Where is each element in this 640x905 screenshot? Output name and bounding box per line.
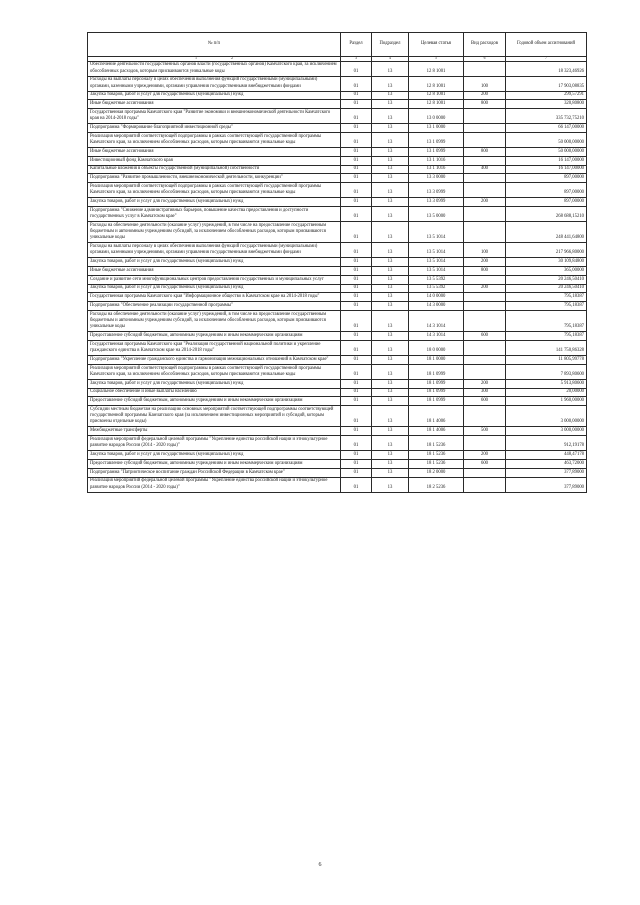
- row-amount: 20 246,50410: [506, 284, 587, 293]
- row-name: Обеспечение деятельности государственных органов власти (государственных органов) Камчатского края, за исключением обособленных расходов, которым присваиваются уникальные коды: [88, 61, 341, 76]
- row-podrazdel: 13: [372, 221, 409, 242]
- row-razdel: 01: [341, 427, 372, 436]
- row-amount: 912,19178: [506, 436, 587, 451]
- row-name: Реализация мероприятий соответствующей подпрограммы в рамках соответствующей государственной программы Камчатского края, за исключением обособленных расходов, которым присваиваются уникальные коды: [88, 132, 341, 147]
- row-amount: 11 805,99778: [506, 355, 587, 364]
- row-celevaya: 13 1 0999: [409, 132, 464, 147]
- row-razdel: 01: [341, 275, 372, 284]
- row-razdel: 01: [341, 477, 372, 492]
- header-number: 7: [506, 56, 587, 61]
- row-razdel: 01: [341, 284, 372, 293]
- row-podrazdel: 13: [372, 124, 409, 133]
- row-name: Подпрограмма "Патриотическое воспитание граждан Российской Федерации в Камчатском крае": [88, 468, 341, 477]
- row-razdel: 01: [341, 397, 372, 406]
- row-name: Иные бюджетные ассигнования: [88, 147, 341, 156]
- row-razdel: 01: [341, 436, 372, 451]
- row-razdel: 01: [341, 61, 372, 76]
- row-amount: 268 688,15210: [506, 206, 587, 221]
- row-name: Инвестиционный фонд Камчатского края: [88, 156, 341, 165]
- row-podrazdel: 13: [372, 451, 409, 460]
- row-celevaya: 13 5 1014: [409, 266, 464, 275]
- table-row: [88, 364, 587, 379]
- row-vid: [464, 206, 506, 221]
- row-razdel: 01: [341, 355, 372, 364]
- row-celevaya: 14 3 0000: [409, 302, 464, 311]
- row-vid: 200: [464, 379, 506, 388]
- row-name: Расходы на обеспечение деятельности (оказание услуг) учреждений, в том числе на предоставление государственным бюджетным и автономным учреждениям субсидий, за исключением обособленных расходов, которым присваиваются уникальные коды: [88, 310, 341, 331]
- table-row: [88, 388, 587, 397]
- row-amount: 795,18387: [506, 310, 587, 331]
- table-row: [88, 132, 587, 147]
- row-razdel: 01: [341, 340, 372, 355]
- row-name: Реализация мероприятий соответствующей подпрограммы в рамках соответствующей государственной программы Камчатского края, за исключением обособленных расходов, которым присваиваются уникальные коды: [88, 183, 341, 198]
- row-podrazdel: 13: [372, 293, 409, 302]
- row-name: Создание и развитие сети многофункциональных центров предоставления государственных и муниципальных услуг: [88, 275, 341, 284]
- row-vid: [464, 275, 506, 284]
- row-amount: 1 960,00000: [506, 397, 587, 406]
- row-celevaya: 13 5 0000: [409, 206, 464, 221]
- row-name: Предоставление субсидий бюджетным, автономным учреждениям и иным некоммерческим организациям: [88, 332, 341, 341]
- table-row: [88, 109, 587, 124]
- row-vid: [464, 132, 506, 147]
- table-row: [88, 340, 587, 355]
- row-name: Подпрограмма "Формирование благоприятной инвестиционной среды": [88, 124, 341, 133]
- row-name: Подпрограмма "Развитие промышленности, внешнеэкономической деятельности, конкуренции": [88, 174, 341, 183]
- row-podrazdel: 13: [372, 379, 409, 388]
- table-row: [88, 379, 587, 388]
- row-name: Предоставление субсидий бюджетным, автономным учреждениям и иным некоммерческим организациям: [88, 397, 341, 406]
- table-row: [88, 427, 587, 436]
- row-vid: [464, 355, 506, 364]
- row-podrazdel: 13: [372, 364, 409, 379]
- row-amount: 448,47178: [506, 451, 587, 460]
- header-celevaya: Целевая статья: [409, 33, 464, 57]
- row-amount: 897,00000: [506, 174, 587, 183]
- row-razdel: 01: [341, 206, 372, 221]
- row-razdel: 01: [341, 379, 372, 388]
- row-vid: [464, 302, 506, 311]
- row-name: Подпрограмма "Укрепление гражданского единства и гармонизация межнациональных отношений в Камчатском крае": [88, 355, 341, 364]
- row-celevaya: 13 5 5392: [409, 275, 464, 284]
- row-vid: 800: [464, 266, 506, 275]
- row-vid: [464, 293, 506, 302]
- row-podrazdel: 13: [372, 310, 409, 331]
- row-amount: 66 147,00000: [506, 124, 587, 133]
- row-vid: 600: [464, 397, 506, 406]
- row-podrazdel: 13: [372, 165, 409, 174]
- header-name: № п/п: [88, 33, 341, 57]
- row-vid: 500: [464, 427, 506, 436]
- row-vid: [464, 183, 506, 198]
- table-row: [88, 124, 587, 133]
- row-celevaya: 18 1 0999: [409, 388, 464, 397]
- row-name: Закупка товаров, работ и услуг для государственных (муниципальных) нужд: [88, 379, 341, 388]
- row-razdel: 01: [341, 198, 372, 207]
- row-amount: 377,89000: [506, 477, 587, 492]
- row-name: Иные бюджетные ассигнования: [88, 266, 341, 275]
- table-row: [88, 397, 587, 406]
- row-vid: [464, 124, 506, 133]
- header-vid: Вид расходов: [464, 33, 506, 57]
- table-row: [88, 174, 587, 183]
- table-row: [88, 258, 587, 267]
- row-celevaya: 13 5 1014: [409, 221, 464, 242]
- row-podrazdel: 13: [372, 468, 409, 477]
- table-row: [88, 275, 587, 284]
- row-name: Реализация мероприятий федеральной целевой программы "Укрепление единства российской нации и этнокультурное развитие народов России (2014 - 2020 годы)": [88, 477, 341, 492]
- row-razdel: 01: [341, 156, 372, 165]
- table-body: [88, 61, 587, 492]
- row-celevaya: 12 8 1001: [409, 100, 464, 109]
- row-name: Закупка товаров, работ и услуг для государственных (муниципальных) нужд: [88, 284, 341, 293]
- row-amount: 18 323,46926: [506, 61, 587, 76]
- row-podrazdel: 13: [372, 258, 409, 267]
- table-row: [88, 76, 587, 91]
- table-row: [88, 156, 587, 165]
- row-podrazdel: 13: [372, 109, 409, 124]
- row-razdel: 01: [341, 459, 372, 468]
- row-amount: 795,18387: [506, 293, 587, 302]
- row-vid: [464, 61, 506, 76]
- table-row: [88, 293, 587, 302]
- table-row: [88, 206, 587, 221]
- row-celevaya: 12 8 1001: [409, 76, 464, 91]
- row-celevaya: 13 1 1016: [409, 165, 464, 174]
- row-razdel: 01: [341, 91, 372, 100]
- table-row: [88, 355, 587, 364]
- row-podrazdel: 13: [372, 91, 409, 100]
- row-name: Субсидии местным бюджетам на реализацию основных мероприятий соответствующей подпрограммы соответствующей государственной программы Камчатского края (за исключением инвестиционных мероприятий и субсидий, которым присвоены отдельные коды): [88, 406, 341, 427]
- header-amount: Годовой объем ассигнований: [506, 33, 587, 57]
- page-number: 6: [318, 862, 322, 868]
- row-razdel: 01: [341, 243, 372, 258]
- row-celevaya: 13 1 1016: [409, 156, 464, 165]
- row-amount: 3 000,00000: [506, 406, 587, 427]
- row-podrazdel: 13: [372, 355, 409, 364]
- row-celevaya: 13 1 0000: [409, 124, 464, 133]
- header-number: 5: [409, 56, 464, 61]
- row-vid: [464, 477, 506, 492]
- table-row: [88, 310, 587, 331]
- row-name: Расходы на обеспечение деятельности (оказание услуг) учреждений, в том числе на предоставление государственным бюджетным и автономным учреждениям субсидий, за исключением обособленных расходов, которым присваиваются уникальные коды: [88, 221, 341, 242]
- row-vid: 200: [464, 284, 506, 293]
- row-razdel: 01: [341, 132, 372, 147]
- row-amount: 897,00000: [506, 198, 587, 207]
- table-row: [88, 266, 587, 275]
- row-vid: [464, 468, 506, 477]
- table-row: [88, 477, 587, 492]
- row-podrazdel: 13: [372, 156, 409, 165]
- row-celevaya: 14 0 0000: [409, 293, 464, 302]
- row-razdel: 01: [341, 310, 372, 331]
- row-podrazdel: 13: [372, 174, 409, 183]
- row-amount: 897,00000: [506, 183, 587, 198]
- row-vid: 600: [464, 459, 506, 468]
- row-vid: 200: [464, 91, 506, 100]
- row-podrazdel: 13: [372, 183, 409, 198]
- row-celevaya: 13 5 1014: [409, 243, 464, 258]
- row-razdel: 01: [341, 468, 372, 477]
- table-row: [88, 183, 587, 198]
- row-amount: 335 732,75210: [506, 109, 587, 124]
- table-row: [88, 221, 587, 242]
- row-celevaya: 18 1 0000: [409, 355, 464, 364]
- row-name: Расходы на выплаты персоналу в целях обеспечения выполнения функций государственными (муниципальными) органами, казенными учреждениями, органами управления государственными внебюджетными фондами: [88, 76, 341, 91]
- row-celevaya: 13 3 0999: [409, 198, 464, 207]
- row-amount: 463,72000: [506, 459, 587, 468]
- row-vid: [464, 174, 506, 183]
- table-header: [88, 33, 587, 62]
- row-razdel: 01: [341, 388, 372, 397]
- row-celevaya: 12 8 1001: [409, 61, 464, 76]
- row-amount: 377,89000: [506, 468, 587, 477]
- row-name: Предоставление субсидий бюджетным, автономным учреждениям и иным некоммерческим организациям: [88, 459, 341, 468]
- row-podrazdel: 13: [372, 76, 409, 91]
- row-name: Государственная программа Камчатского края "Информационное общество в Камчатском крае на 2014-2018 годы": [88, 293, 341, 302]
- row-vid: [464, 406, 506, 427]
- table-row: [88, 406, 587, 427]
- row-vid: [464, 364, 506, 379]
- row-name: Закупка товаров, работ и услуг для государственных (муниципальных) нужд: [88, 451, 341, 460]
- row-amount: 5 913,80600: [506, 379, 587, 388]
- row-celevaya: 14 3 1014: [409, 332, 464, 341]
- row-celevaya: 18 1 5236: [409, 451, 464, 460]
- row-vid: [464, 340, 506, 355]
- row-podrazdel: 13: [372, 61, 409, 76]
- row-celevaya: 13 3 0999: [409, 183, 464, 198]
- row-podrazdel: 13: [372, 436, 409, 451]
- row-amount: 20,00000: [506, 388, 587, 397]
- row-podrazdel: 13: [372, 302, 409, 311]
- budget-table: [87, 32, 587, 493]
- row-amount: 248 441,64800: [506, 221, 587, 242]
- row-razdel: 01: [341, 302, 372, 311]
- table-row: [88, 468, 587, 477]
- row-name: Межбюджетные трансферты: [88, 427, 341, 436]
- row-podrazdel: 13: [372, 266, 409, 275]
- row-name: Подпрограмма "Снижение административных барьеров, повышение качества предоставления и доступности государственных услуг в Камчатском крае": [88, 206, 341, 221]
- row-name: Реализация мероприятий федеральной целевой программы "Укрепление единства российской нации и этнокультурное развитие народов России (2014 - 2020 годы)": [88, 436, 341, 451]
- row-amount: 795,18387: [506, 332, 587, 341]
- row-celevaya: 13 5 1014: [409, 258, 464, 267]
- row-razdel: 01: [341, 221, 372, 242]
- row-name: Капитальные вложения в объекты государственной (муниципальной) собственности: [88, 165, 341, 174]
- row-amount: 7 893,80600: [506, 364, 587, 379]
- row-vid: 100: [464, 243, 506, 258]
- header-podrazdel: Подраздел: [372, 33, 409, 57]
- row-amount: 16 147,00000: [506, 156, 587, 165]
- row-podrazdel: 13: [372, 477, 409, 492]
- row-podrazdel: 13: [372, 198, 409, 207]
- row-podrazdel: 13: [372, 459, 409, 468]
- row-amount: 795,18387: [506, 302, 587, 311]
- row-podrazdel: 13: [372, 147, 409, 156]
- row-vid: 300: [464, 388, 506, 397]
- row-razdel: 01: [341, 109, 372, 124]
- header-number: 6: [464, 56, 506, 61]
- row-celevaya: 13 3 0000: [409, 174, 464, 183]
- row-name: Социальное обеспечение и иные выплаты населению: [88, 388, 341, 397]
- row-podrazdel: 13: [372, 406, 409, 427]
- row-podrazdel: 13: [372, 397, 409, 406]
- row-razdel: 01: [341, 76, 372, 91]
- row-celevaya: 18 1 0999: [409, 379, 464, 388]
- table-row: [88, 91, 587, 100]
- row-celevaya: 18 1 4006: [409, 406, 464, 427]
- row-amount: 20 246,50410: [506, 275, 587, 284]
- row-podrazdel: 13: [372, 284, 409, 293]
- row-celevaya: 12 8 1001: [409, 91, 464, 100]
- row-amount: 3 000,00000: [506, 427, 587, 436]
- row-amount: 17 903,08835: [506, 76, 587, 91]
- table-row: [88, 61, 587, 76]
- table-row: [88, 451, 587, 460]
- row-razdel: 01: [341, 174, 372, 183]
- table-row: [88, 243, 587, 258]
- row-name: Государственная программа Камчатского края "Реализация государственной национальной политики и укрепление гражданского единства в Камчатском крае на 2014-2018 годы": [88, 340, 341, 355]
- header-razdel: Раздел: [341, 33, 372, 57]
- row-vid: 100: [464, 76, 506, 91]
- table-row: [88, 332, 587, 341]
- row-amount: 30 109,84800: [506, 258, 587, 267]
- row-podrazdel: 13: [372, 132, 409, 147]
- row-vid: [464, 221, 506, 242]
- row-vid: 400: [464, 165, 506, 174]
- row-razdel: 01: [341, 124, 372, 133]
- row-vid: 200: [464, 451, 506, 460]
- row-podrazdel: 13: [372, 275, 409, 284]
- row-podrazdel: 13: [372, 100, 409, 109]
- row-vid: 200: [464, 198, 506, 207]
- row-razdel: 01: [341, 147, 372, 156]
- row-name: Государственная программа Камчатского края "Развитие экономики и внешнеэкономической деятельности Камчатского края на 2014-2018 годы": [88, 109, 341, 124]
- row-razdel: 01: [341, 165, 372, 174]
- row-name: Расходы на выплаты персоналу в целях обеспечения выполнения функций государственными (муниципальными) органами, казенными учреждениями, органами управления государственными внебюджетными фондами: [88, 243, 341, 258]
- table-row: [88, 284, 587, 293]
- table-row: [88, 302, 587, 311]
- row-name: Реализация мероприятий соответствующей подпрограммы в рамках соответствующей государственной программы Камчатского края, за исключением обособленных расходов, которым присваиваются уникальные коды: [88, 364, 341, 379]
- row-razdel: 01: [341, 332, 372, 341]
- row-podrazdel: 13: [372, 427, 409, 436]
- table-row: [88, 198, 587, 207]
- row-podrazdel: 13: [372, 206, 409, 221]
- row-amount: 320,80800: [506, 100, 587, 109]
- row-razdel: 01: [341, 183, 372, 198]
- row-amount: 365,00000: [506, 266, 587, 275]
- header-number-1: 1: [195, 56, 197, 60]
- row-podrazdel: 13: [372, 243, 409, 258]
- row-razdel: 01: [341, 293, 372, 302]
- header-number-2: 2: [231, 56, 233, 60]
- header-number: 3: [341, 56, 372, 61]
- row-podrazdel: 13: [372, 332, 409, 341]
- row-podrazdel: 13: [372, 340, 409, 355]
- row-celevaya: 13 0 0000: [409, 109, 464, 124]
- row-celevaya: 13 5 5392: [409, 284, 464, 293]
- row-razdel: 01: [341, 258, 372, 267]
- row-celevaya: 18 1 0999: [409, 397, 464, 406]
- row-celevaya: 18 1 5236: [409, 459, 464, 468]
- row-vid: 600: [464, 332, 506, 341]
- row-vid: [464, 156, 506, 165]
- row-razdel: 01: [341, 451, 372, 460]
- row-vid: [464, 436, 506, 451]
- row-amount: 217 966,80000: [506, 243, 587, 258]
- row-name: Иные бюджетные ассигнования: [88, 100, 341, 109]
- row-vid: [464, 310, 506, 331]
- row-celevaya: 13 1 0999: [409, 147, 464, 156]
- table-row: [88, 165, 587, 174]
- row-razdel: 01: [341, 100, 372, 109]
- row-name: Закупка товаров, работ и услуг для государственных (муниципальных) нужд: [88, 198, 341, 207]
- row-vid: 800: [464, 147, 506, 156]
- row-amount: 141 750,86328: [506, 340, 587, 355]
- table-row: [88, 459, 587, 468]
- row-celevaya: 18 0 0000: [409, 340, 464, 355]
- row-celevaya: 18 2 5236: [409, 477, 464, 492]
- row-celevaya: 18 1 5236: [409, 436, 464, 451]
- row-name: Подпрограмма "Обеспечение реализации государственной программы": [88, 302, 341, 311]
- row-razdel: 01: [341, 266, 372, 275]
- table-row: [88, 436, 587, 451]
- row-vid: [464, 109, 506, 124]
- table-row: [88, 147, 587, 156]
- table-row: [88, 100, 587, 109]
- row-amount: 50 000,00000: [506, 132, 587, 147]
- row-podrazdel: 13: [372, 388, 409, 397]
- row-celevaya: 18 1 4006: [409, 427, 464, 436]
- row-celevaya: 14 3 1014: [409, 310, 464, 331]
- row-razdel: 01: [341, 364, 372, 379]
- row-amount: 16 147,00000: [506, 165, 587, 174]
- row-name: Закупка товаров, работ и услуг для государственных (муниципальных) нужд: [88, 258, 341, 267]
- header-number: 4: [372, 56, 409, 61]
- row-vid: 800: [464, 100, 506, 109]
- row-vid: 200: [464, 258, 506, 267]
- row-amount: 299,57291: [506, 91, 587, 100]
- row-celevaya: 18 2 0000: [409, 468, 464, 477]
- row-amount: 50 000,00000: [506, 147, 587, 156]
- row-celevaya: 18 1 0999: [409, 364, 464, 379]
- row-razdel: 01: [341, 406, 372, 427]
- row-name: Закупка товаров, работ и услуг для государственных (муниципальных) нужд: [88, 91, 341, 100]
